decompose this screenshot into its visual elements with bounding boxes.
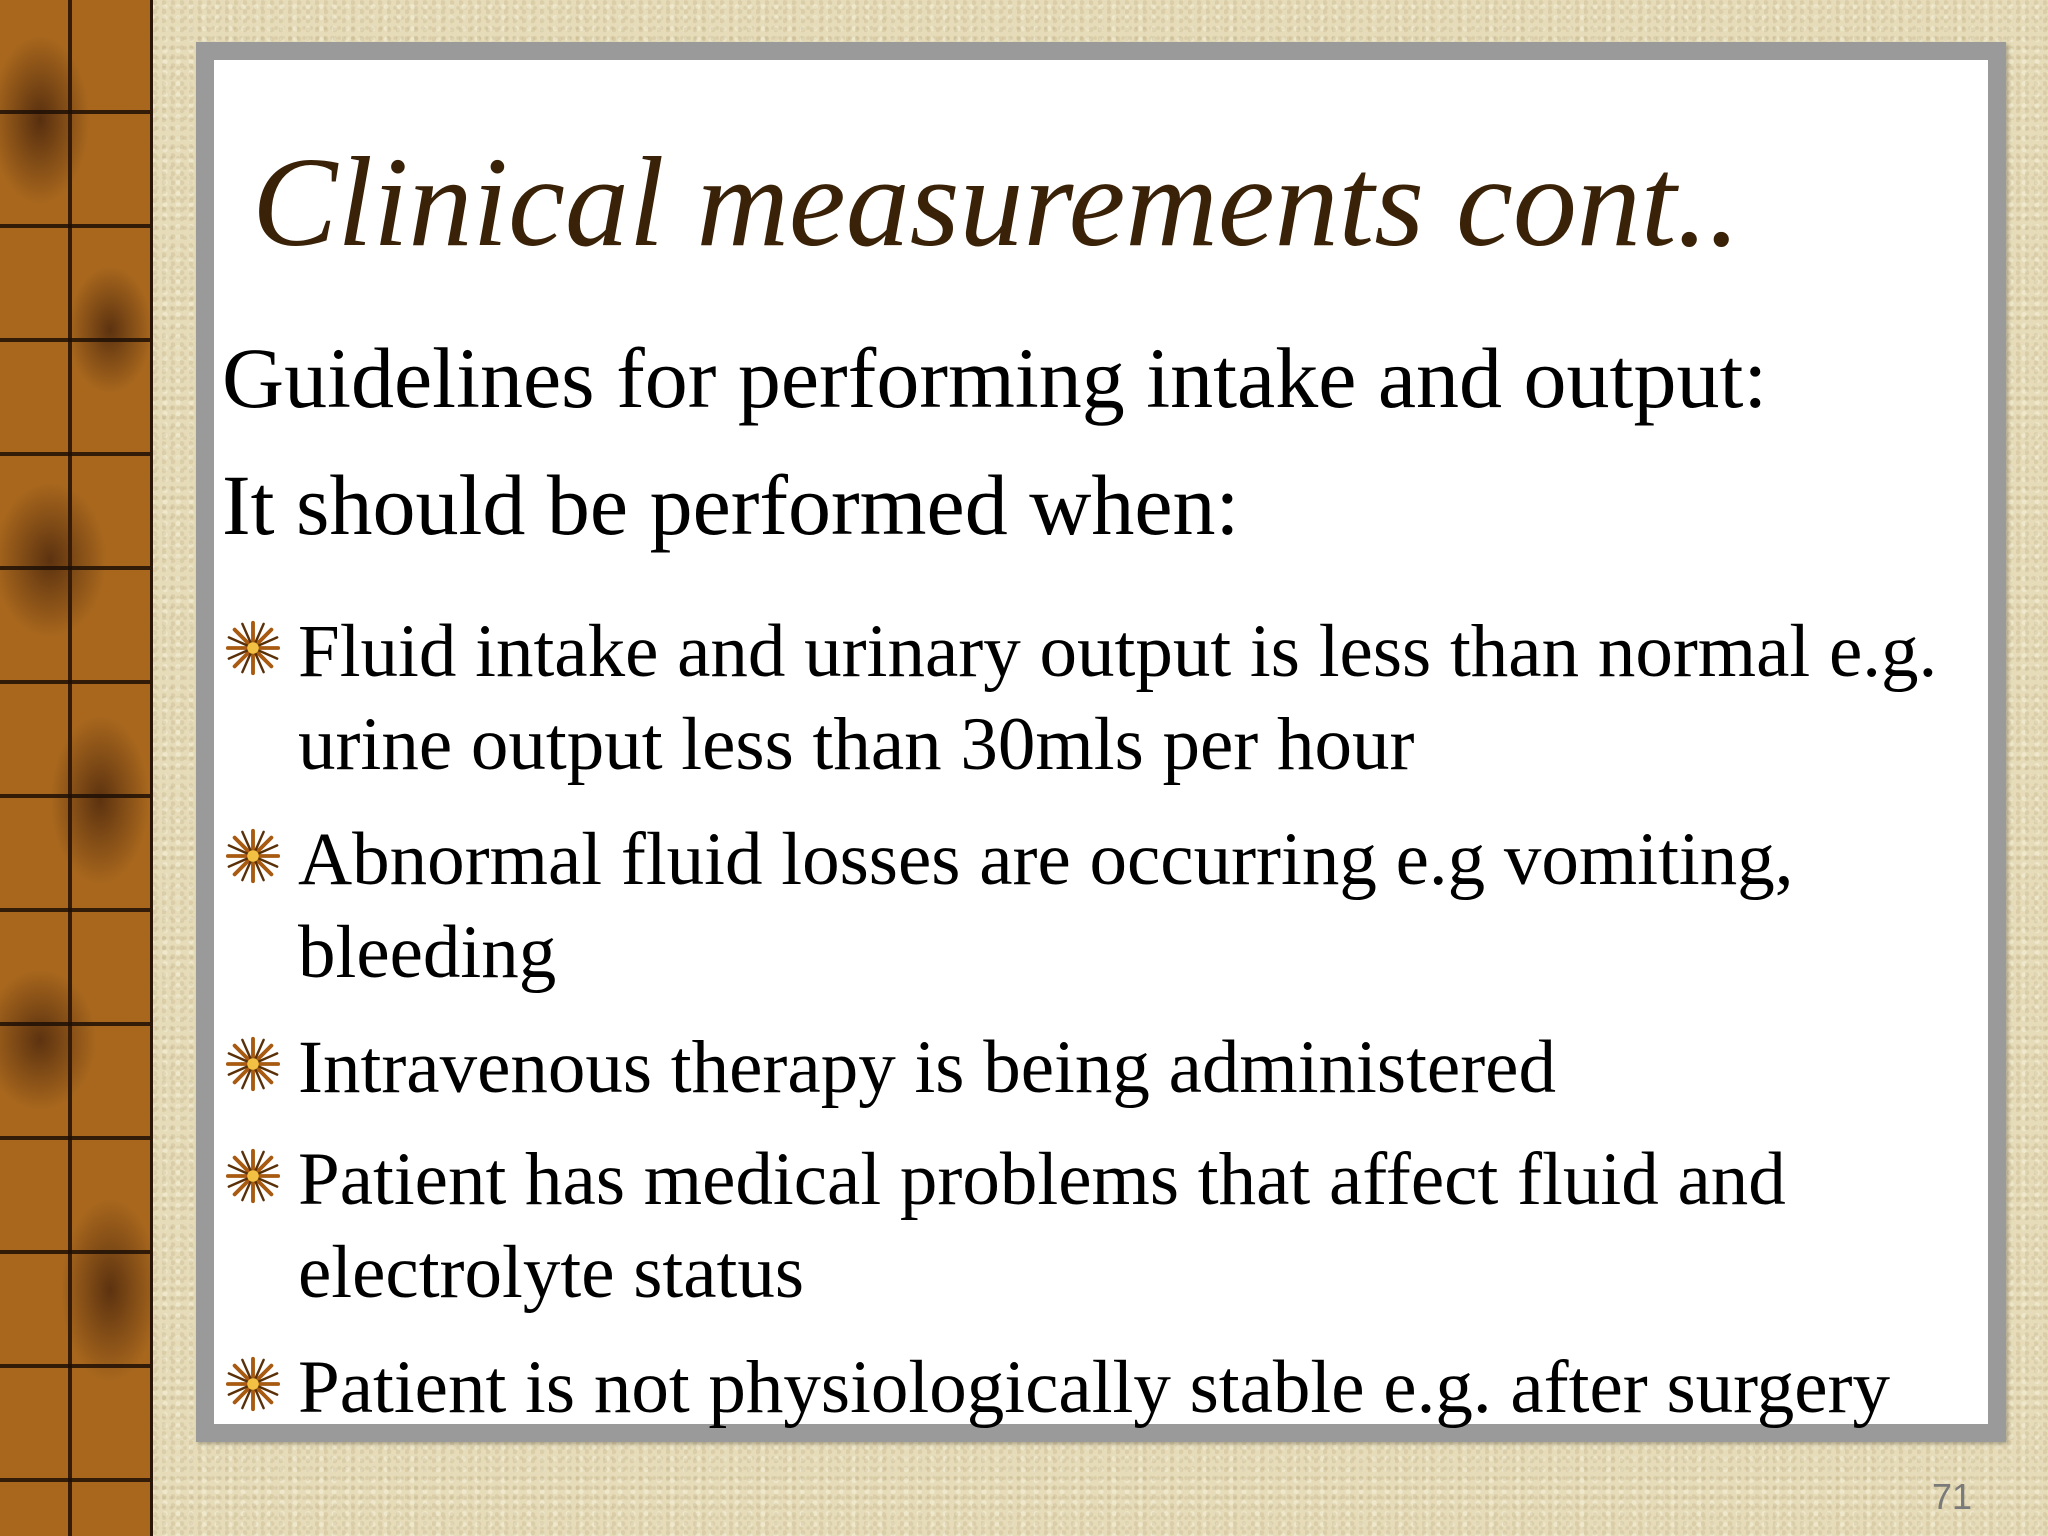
bullet-item — [222, 1133, 1992, 1319]
bullet-item — [222, 1341, 1992, 1434]
bullet-text: Intravenous therapy is being administered — [298, 1026, 1556, 1109]
bullet-text: Patient is not physiologically stable e.g. after surgery — [298, 1346, 1891, 1429]
slide-content — [214, 60, 1988, 1429]
bullet-text: Fluid intake and urinary output is less than normal e.g. urine output less than 30mls per hour — [298, 610, 1938, 786]
slide-title: Clinical measurements cont.. — [252, 131, 1741, 273]
page-number: 71 — [1931, 1476, 1972, 1517]
bullet-text: Abnormal fluid losses are occurring e.g vomiting, bleeding — [298, 818, 1794, 994]
slide-intro: It should be performed when: — [222, 457, 1240, 553]
bullet-item — [222, 605, 1992, 791]
bullet-item — [222, 1021, 1992, 1114]
star-burst-icon — [224, 1355, 282, 1413]
star-burst-icon — [224, 619, 282, 677]
bullet-item — [222, 813, 1992, 999]
star-burst-icon — [224, 1035, 282, 1093]
strip-grid-pattern — [0, 0, 150, 1536]
slide-frame — [196, 42, 2006, 1442]
star-burst-icon — [224, 827, 282, 885]
star-burst-icon — [224, 1147, 282, 1205]
decorative-left-strip — [0, 0, 153, 1536]
bullet-text: Patient has medical problems that affect fluid and electrolyte status — [298, 1138, 1786, 1314]
slide-heading: Guidelines for performing intake and output: — [222, 330, 1768, 426]
